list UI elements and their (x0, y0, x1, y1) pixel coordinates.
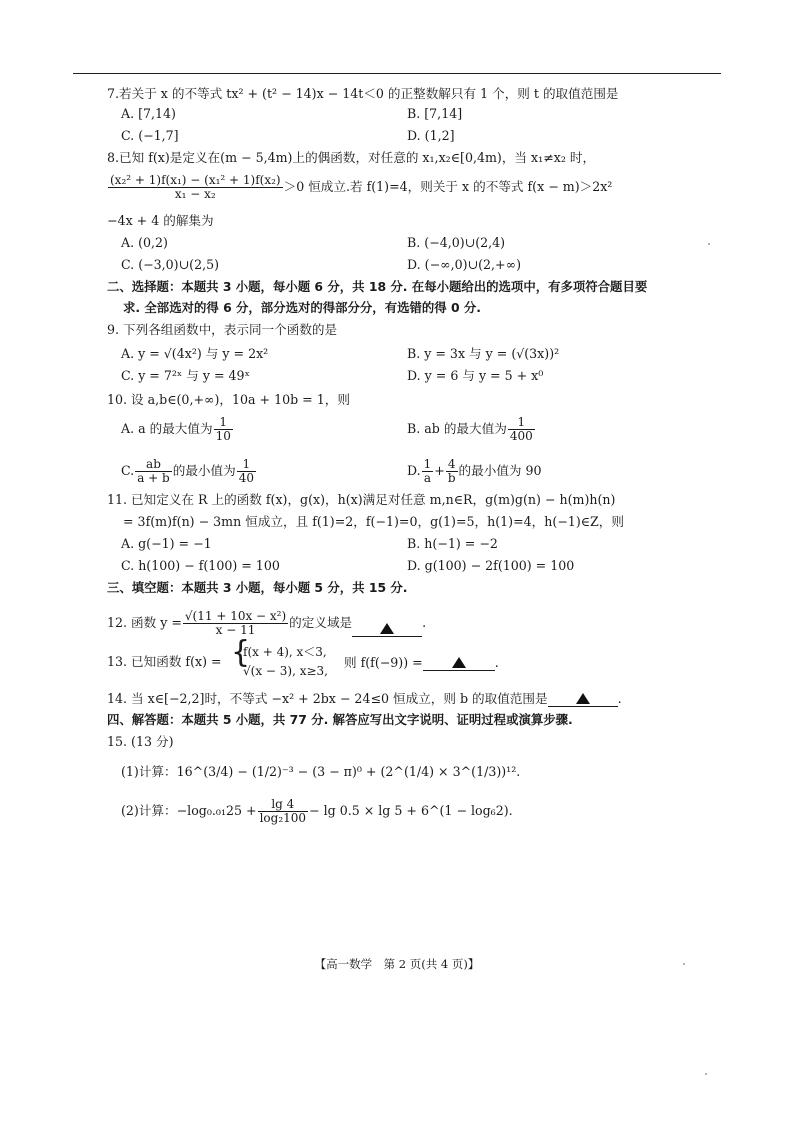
q10-stem: 10. 设 a,b∈(0,+∞)，10a + 10b = 1，则 (107, 392, 350, 407)
q12-den: x − 11 (215, 623, 256, 637)
q15-part2 (121, 798, 513, 825)
q10-d-fraction1 (422, 458, 434, 485)
q10-c-mid: 的最小值为 (172, 463, 236, 478)
triangle-marker-icon (452, 657, 466, 668)
q10-a-label: A. a 的最大值为 (121, 421, 213, 436)
q10-option-d (407, 458, 542, 485)
scan-speck (705, 1073, 707, 1075)
q13-tail: 则 f(f(−9)) = (344, 655, 423, 670)
q10-d-plus: + (434, 463, 445, 478)
q8-option-c: C. (−3,0)∪(2,5) (121, 257, 220, 272)
q8-line3: −4x + 4 的解集为 (107, 213, 214, 228)
page-footer: 【高一数学 第 2 页(共 4 页)】 (314, 957, 480, 971)
q10-c-fraction (135, 458, 172, 485)
q10-c-den2: 40 (238, 471, 254, 485)
q8-condition-tail: ＞0 恒成立.若 f(1)=4，则关于 x 的不等式 f(x − m)＞2x² (283, 179, 613, 194)
q15-part2-pre: (2)计算：−log₀.₀₁25 + (121, 803, 257, 818)
q15-part1: (1)计算：16^(3/4) − (1/2)⁻³ − (3 − π)⁰ + (2^(1/4) × 3^(1/3))¹². (121, 764, 521, 779)
q7-option-b: B. [7,14] (407, 106, 463, 121)
q14-answer-blank[interactable] (548, 690, 618, 707)
q10-d-num1: 1 (423, 457, 432, 471)
q14-end: . (617, 691, 622, 706)
q8-option-b: B. (−4,0)∪(2,4) (407, 235, 506, 250)
q10-a-den: 10 (215, 429, 231, 443)
q13-end: . (494, 655, 499, 670)
q11-option-d: D. g(100) − 2f(100) = 100 (407, 558, 575, 573)
q10-d-fraction2 (446, 458, 458, 485)
q12-answer-blank[interactable] (352, 620, 422, 637)
q12-fraction (183, 610, 288, 637)
q12-end: . (422, 615, 427, 630)
scan-speck (683, 963, 685, 965)
q9-option-d: D. y = 6 与 y = 5 + x⁰ (407, 368, 544, 383)
q7-option-a: A. [7,14) (121, 106, 176, 121)
q9-option-a: A. y = √(4x²) 与 y = 2x² (121, 346, 269, 361)
q15-part2-fraction (258, 798, 308, 825)
q11-line2: = 3f(m)f(n) − 3mn 恒成立，且 f(1)=2，f(−1)=0，g(1)=5，h(1)=4，h(−1)∈Z，则 (123, 514, 624, 529)
q10-c-num: ab (135, 458, 172, 472)
q10-c-den: a + b (137, 471, 170, 485)
q15-part2-num: lg 4 (258, 798, 308, 812)
section2-heading-line2: 求. 全部选对的得 6 分，部分选对的得部分分，有选错的得 0 分. (123, 300, 481, 315)
q11-option-b: B. h(−1) = −2 (407, 536, 498, 551)
q10-option-b (407, 416, 536, 443)
q13-pre: 13. 已知函数 f(x) = (107, 654, 222, 669)
q7-stem: 7.若关于 x 的不等式 tx² + (t² − 14)x − 14t＜0 的正整数解只有 1 个，则 t 的取值范围是 (107, 86, 619, 101)
q14 (107, 690, 622, 707)
q13-tail-line (344, 654, 499, 671)
q11-option-c: C. h(100) − f(100) = 100 (121, 558, 280, 573)
q10-a-num: 1 (214, 416, 233, 430)
q10-option-c (121, 458, 257, 485)
section4-heading: 四、解答题：本题共 5 小题，共 77 分. 解答应写出文字说明、证明过程或演算步骤. (107, 712, 573, 727)
q10-d-tail: 的最小值为 90 (458, 463, 542, 478)
q14-text: 14. 当 x∈[−2,2]时，不等式 −x² + 2bx − 24≤0 恒成立，则 b 的取值范围是 (107, 691, 548, 706)
q10-d-num2: 4 (446, 458, 458, 472)
q8-fraction-denominator: x₁ − x₂ (174, 187, 216, 201)
section2-heading-line1: 二、选择题：本题共 3 小题，每小题 6 分，共 18 分. 在每小题给出的选项中，有多项符合题目要 (107, 279, 648, 294)
q13-brace-icon: { (231, 635, 251, 670)
q10-d-den2: b (447, 471, 456, 485)
q9-option-c: C. y = 7²ˣ 与 y = 49ˣ (121, 368, 250, 383)
q12-pre: 12. 函数 y = (107, 615, 182, 630)
q10-b-label: B. ab 的最大值为 (407, 421, 507, 436)
q12-tail: 的定义域是 (289, 615, 353, 630)
q11-line1: 11. 已知定义在 R 上的函数 f(x)，g(x)，h(x)满足对任意 m,n∈R，g(m)g(n) − h(m)h(n) (107, 492, 616, 507)
q12 (107, 610, 426, 637)
q15-part2-den: log₂100 (259, 811, 307, 825)
q10-option-a (121, 416, 234, 443)
q10-b-num: 1 (508, 416, 535, 430)
q13-case1: f(x + 4), x＜3, (243, 645, 327, 659)
q10-c-num2: 1 (237, 458, 256, 472)
q8-option-a: A. (0,2) (121, 235, 168, 250)
section3-heading: 三、填空题：本题共 3 小题，每小题 5 分，共 15 分. (107, 580, 408, 595)
q8-condition (107, 174, 612, 201)
q15-title: 15. (13 分) (107, 734, 174, 749)
q10-c-fraction2 (237, 458, 256, 485)
header-rule (73, 73, 721, 74)
q9-stem: 9. 下列各组函数中，表示同一个函数的是 (107, 322, 338, 337)
q10-b-den: 400 (509, 429, 533, 443)
q10-d-den1: a (423, 471, 432, 485)
q10-a-fraction (214, 416, 233, 443)
q7-option-d: D. (1,2] (407, 128, 455, 143)
q11-option-a: A. g(−1) = −1 (121, 536, 212, 551)
q10-b-fraction (508, 416, 535, 443)
q8-fraction-numerator: (x₂² + 1)f(x₁) − (x₁² + 1)f(x₂) (110, 173, 281, 187)
q15-part2-tail: − lg 0.5 × lg 5 + 6^(1 − log₆2). (309, 803, 513, 818)
q8-fraction (108, 174, 283, 201)
q9-option-b: B. y = 3x 与 y = (√(3x))² (407, 346, 560, 361)
q8-stem: 8.已知 f(x)是定义在(m − 5,4m)上的偶函数，对任意的 x₁,x₂∈[0,4m)，当 x₁≠x₂ 时， (107, 150, 596, 165)
q13-answer-blank[interactable] (423, 654, 495, 671)
q12-num: √(11 + 10x − x²) (184, 609, 287, 623)
triangle-marker-icon (576, 693, 590, 704)
triangle-marker-icon (380, 623, 394, 634)
scan-speck (708, 243, 710, 245)
q10-d-label: D. (407, 463, 421, 478)
q8-option-d: D. (−∞,0)∪(2,+∞) (407, 257, 521, 272)
q13-case2: √(x − 3), x≥3, (243, 664, 328, 678)
q7-option-c: C. (−1,7] (121, 128, 179, 143)
q10-c-label: C. (121, 463, 135, 478)
